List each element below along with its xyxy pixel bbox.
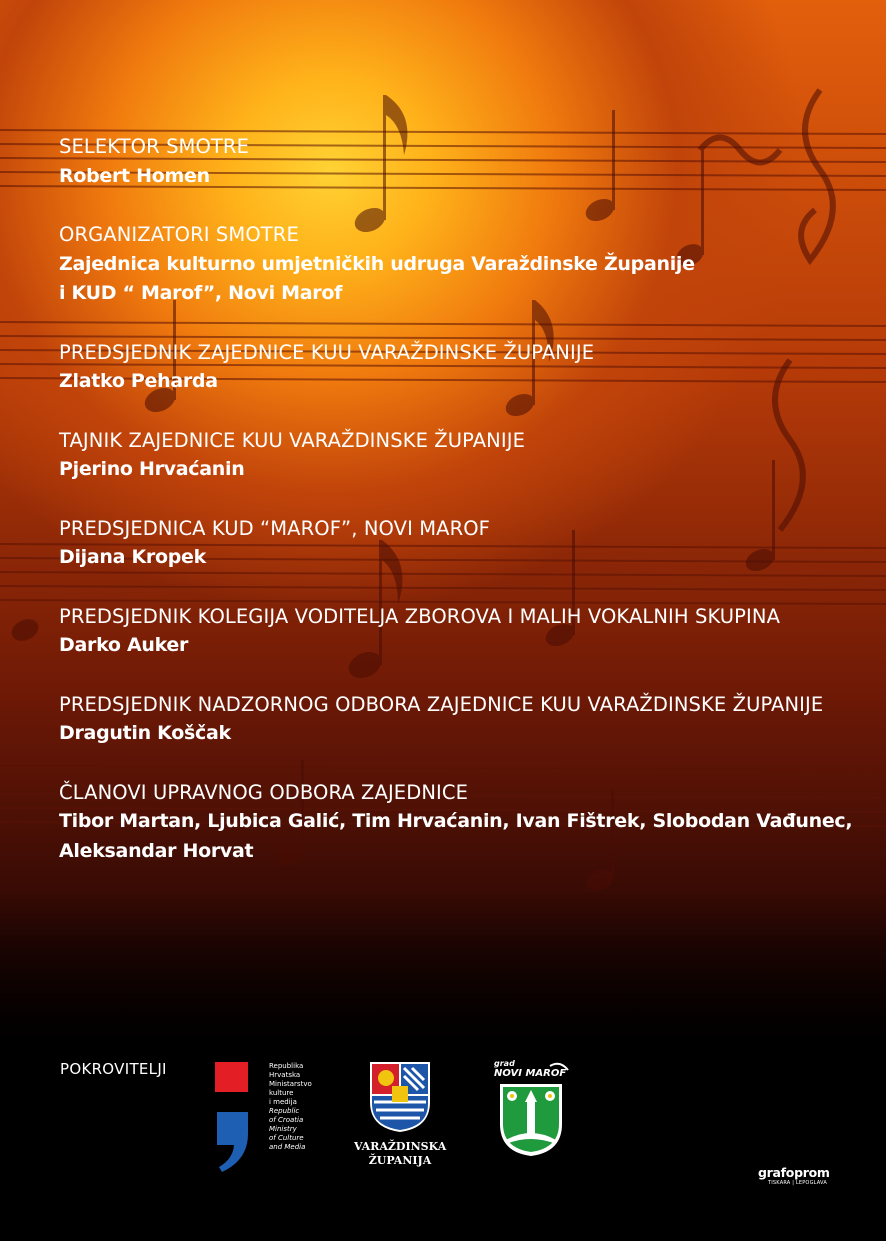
ministry-line-hr: Ministarstvo	[269, 1080, 312, 1088]
credit-section	[59, 514, 859, 573]
credit-heading: SELEKTOR SMOTRE	[59, 135, 249, 158]
county-block	[354, 1060, 446, 1168]
ministry-line-hr: i medija	[269, 1098, 297, 1106]
ministry-line-en: of Croatia	[269, 1116, 304, 1124]
town-coat-of-arms-icon	[494, 1060, 574, 1160]
credit-section	[59, 220, 859, 309]
credit-names: Pjerino Hrvaćanin	[59, 458, 245, 480]
ministry-line-en: and Media	[269, 1143, 306, 1151]
credit-section	[59, 690, 859, 749]
credit-heading: ČLANOVI UPRAVNOG ODBORA ZAJEDNICE	[59, 780, 469, 804]
credit-heading: ORGANIZATORI SMOTRE	[59, 223, 299, 246]
credit-names: Dragutin Koščak	[59, 722, 231, 744]
ministry-logo-icon	[215, 1062, 251, 1174]
town-name: grad NOVI MAROF	[494, 1059, 567, 1079]
ministry-line-en: of Culture	[269, 1134, 304, 1142]
credit-names: Tibor Martan, Ljubica Galić, Tim Hrvaćanin, Ivan Fištrek, Slobodan Vađunec,	[59, 810, 853, 832]
credits-list	[59, 132, 859, 895]
ministry-line-en: Ministry	[269, 1125, 297, 1133]
credit-heading: TAJNIK ZAJEDNICE KUU VARAŽDINSKE ŽUPANIJE	[59, 428, 525, 452]
credit-section	[59, 602, 859, 661]
credit-names: i KUD “ Marof”, Novi Marof	[59, 282, 343, 304]
ministry-name	[269, 1062, 339, 1152]
credit-section	[59, 338, 859, 397]
credit-names: Darko Auker	[59, 634, 189, 656]
credit-names: Dijana Kropek	[59, 546, 206, 568]
ministry-line-hr: Republika	[269, 1062, 304, 1070]
credit-heading: PREDSJEDNICA KUD “MAROF”, NOVI MAROF	[59, 516, 490, 540]
ministry-line-hr: Hrvatska	[269, 1071, 301, 1079]
credit-names: Zajednica kulturno umjetničkih udruga Varaždinske Županije	[59, 252, 695, 275]
credit-section	[59, 426, 859, 485]
credit-names: Aleksandar Horvat	[59, 839, 254, 862]
credit-heading: PREDSJEDNIK NADZORNOG ODBORA ZAJEDNICE KUU VARAŽDINSKE ŽUPANIJE	[59, 692, 824, 716]
sponsors-label: POKROVITELJI	[60, 1060, 167, 1078]
credit-section	[59, 778, 859, 867]
credit-names: Robert Homen	[59, 164, 210, 187]
county-coat-of-arms-icon	[368, 1060, 432, 1134]
county-name: VARAŽDINSKA ŽUPANIJA	[354, 1140, 447, 1167]
credit-section	[59, 132, 859, 191]
ministry-line-hr: kulture	[269, 1089, 294, 1097]
credit-names: Zlatko Peharda	[59, 370, 218, 392]
credit-heading: PREDSJEDNIK ZAJEDNICE KUU VARAŽDINSKE ŽUPANIJE	[59, 340, 595, 364]
ministry-line-en: Republic	[269, 1107, 300, 1115]
printer-logo: grafoprom TISKARA | LEPOGLAVA	[758, 1165, 830, 1186]
credit-heading: PREDSJEDNIK KOLEGIJA VODITELJA ZBOROVA I MALIH VOKALNIH SKUPINA	[59, 604, 781, 628]
